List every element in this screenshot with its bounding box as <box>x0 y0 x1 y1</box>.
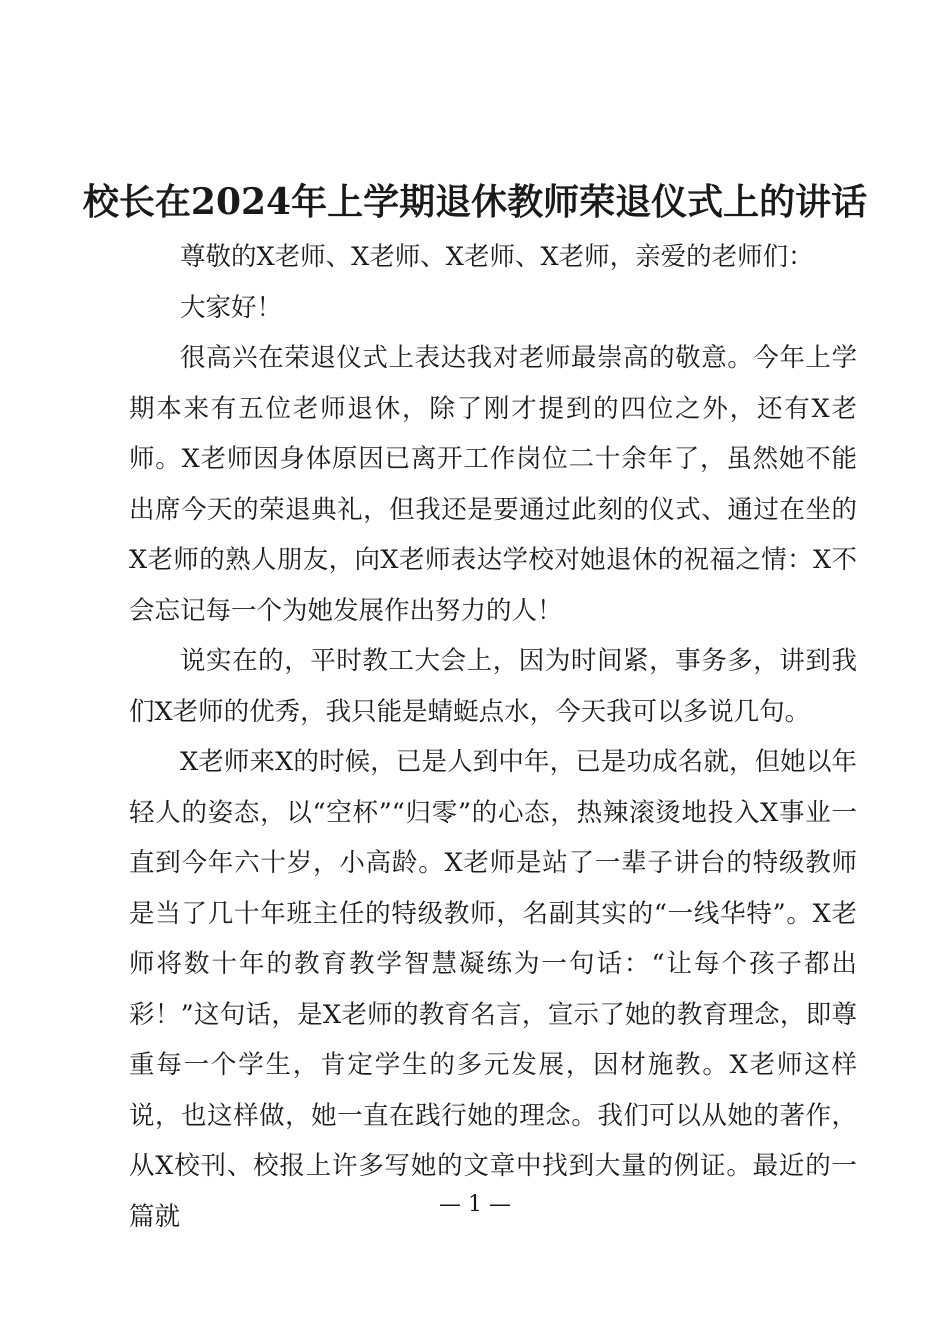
paragraph-remarks: 说实在的，平时教工大会上，因为时间紧，事务多，讲到我们X老师的优秀，我只能是蜻蜓点水，今天我可以多说几句。 <box>129 646 857 727</box>
page-number: — 1 — <box>439 1192 511 1217</box>
paragraph-teacher-praise: X老师来X的时候，已是人到中年，已是功成名就，但她以年轻人的姿态，以“空杯”“归零”的心态，热辣滚烫地投入X事业一直到今年六十岁，小高龄。X老师是站了一辈子讲台的特级教师是当了几十年班主任的特级教师，名副其实的“一线华特”。X老师将数十年的教育教学智慧凝练为一句话：“让每个孩子都出彩！”这句话，是X老师的教育名言，宣示了她的教育理念，即尊重每一个学生，肯定学生的多元发展，因材施教。X老师这样说，也这样做，她一直在践行她的理念。我们可以从她的著作，从X校刊、校报上许多写她的文章中找到大量的例证。最近的一篇就 <box>129 747 857 1232</box>
document-body <box>129 232 857 1242</box>
greeting: 大家好！ <box>180 292 283 323</box>
document-title: 校长在2024年上学期退休教师荣退仪式上的讲话 <box>82 181 868 223</box>
salutation: 尊敬的X老师、X老师、X老师、X老师，亲爱的老师们： <box>180 242 814 272</box>
paragraph-opening: 很高兴在荣退仪式上表达我对老师最崇高的敬意。今年上学期本来有五位老师退休，除了刚才提到的四位之外，还有X老师。X老师因身体原因已离开工作岗位二十余年了，虽然她不能出席今天的荣退典礼，但我还是要通过此刻的仪式、通过在坐的X老师的熟人朋友，向X老师表达学校对她退休的祝福之情：X不会忘记每一个为她发展作出努力的人！ <box>129 343 857 626</box>
